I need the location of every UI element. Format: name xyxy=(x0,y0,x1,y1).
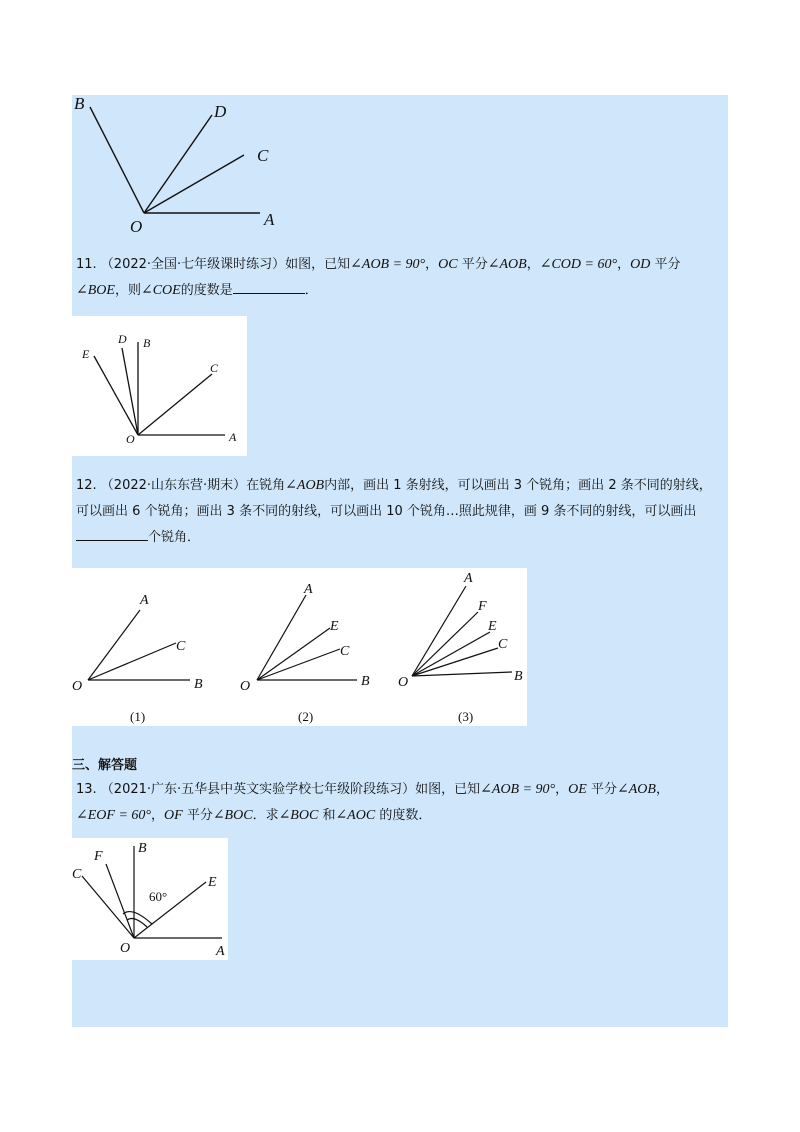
q11-aob2: ∠AOB xyxy=(487,257,527,272)
figure-12 xyxy=(72,568,527,726)
q13-boc2: ∠BOC xyxy=(278,808,319,823)
q13-comma: ， xyxy=(151,808,165,823)
fig3-label-a: A xyxy=(464,571,473,586)
q13-ask: ．求 xyxy=(252,808,279,823)
figure-11 xyxy=(72,316,247,456)
q13-aob2: ∠AOB xyxy=(616,782,656,797)
q11-degree-is: 的度数是 xyxy=(180,283,233,298)
q11-comma: ， xyxy=(425,257,439,272)
q13-degree: 的度数． xyxy=(375,808,432,823)
figure-top xyxy=(72,95,312,240)
ray-oe xyxy=(134,882,206,938)
fig2-ray-oe xyxy=(257,628,330,680)
q13-comma: ， xyxy=(655,782,669,797)
label-b: B xyxy=(143,336,151,350)
q13-prefix: 13. （2021·广东·五华县中英文实验学校七年级阶段练习）如图，已知 xyxy=(76,782,481,797)
q11-bisect: 平分 xyxy=(457,257,488,272)
q11-then: ，则 xyxy=(114,283,141,298)
fig3-label-c: C xyxy=(498,637,508,652)
q12-prefix: 12. （2022·山东东营·期末）在锐角 xyxy=(76,478,286,493)
fig2-ray-oa xyxy=(257,595,306,680)
fig3-label-e: E xyxy=(488,619,497,634)
caption-3: (3) xyxy=(458,709,474,724)
fig2-label-o: O xyxy=(240,679,251,694)
ray-oe xyxy=(94,356,138,435)
label-o: O xyxy=(120,941,131,956)
label-e: E xyxy=(208,875,217,890)
fig1-label-c: C xyxy=(176,639,186,654)
q11-comma: ， xyxy=(526,257,540,272)
label-d: D xyxy=(214,102,227,121)
label-c: C xyxy=(257,146,269,165)
q13-bisect: 平分 xyxy=(586,782,617,797)
q13-oe: OE xyxy=(568,782,587,797)
q13-comma: ， xyxy=(555,782,569,797)
q11-boe: ∠BOE xyxy=(76,283,115,298)
q11-cod: ∠COD = 60° xyxy=(539,257,618,272)
angle-arc xyxy=(123,912,152,924)
q13-eof: ∠EOF = 60° xyxy=(76,808,151,823)
fig2-label-a: A xyxy=(304,582,313,597)
caption-2: (2) xyxy=(298,709,314,724)
label-o: O xyxy=(130,217,143,236)
label-b: B xyxy=(138,841,147,856)
q11-oc: OC xyxy=(438,257,458,272)
q13-bisect: 平分 xyxy=(182,808,213,823)
ray-ob xyxy=(90,107,144,213)
q13-of: OF xyxy=(164,808,183,823)
section-heading: 三、解答题 xyxy=(72,758,138,773)
angle-arc-inner xyxy=(127,919,147,927)
label-a: A xyxy=(264,210,275,229)
q11-prefix: 11. （2022·全国·七年级课时练习）如图，已知 xyxy=(76,257,351,272)
q11-bisect: 平分 xyxy=(650,257,681,272)
answer-blank[interactable] xyxy=(76,528,148,541)
fig3-label-o: O xyxy=(398,675,409,690)
q13-aoc: ∠AOC xyxy=(335,808,376,823)
ray-oc xyxy=(144,155,244,213)
fig1-label-b: B xyxy=(194,677,203,692)
label-d: D xyxy=(118,332,127,346)
label-c: C xyxy=(72,867,82,882)
answer-blank[interactable] xyxy=(233,281,305,294)
fig3-label-f: F xyxy=(478,599,487,614)
question-11 xyxy=(76,252,726,304)
fig2-label-b: B xyxy=(361,674,370,689)
fig1-label-o: O xyxy=(72,679,83,694)
label-a: A xyxy=(229,430,237,444)
q11-od: OD xyxy=(630,257,651,272)
q11-aob: ∠AOB = 90° xyxy=(350,257,426,272)
q12-aob: ∠AOB xyxy=(285,478,325,493)
angle-label: 60° xyxy=(149,889,168,904)
ray-oc xyxy=(82,876,134,938)
ray-of xyxy=(106,864,134,938)
question-12 xyxy=(76,473,756,551)
q12-line2: 可以画出 6 个锐角；画出 3 条不同的射线，可以画出 10 个锐角…照此规律，画 9 条不同的射线，可以画出 xyxy=(76,504,697,519)
q11-end: ． xyxy=(304,283,318,298)
q13-and: 和 xyxy=(318,808,336,823)
label-e: E xyxy=(82,347,90,361)
label-a: A xyxy=(216,944,225,959)
q12-line1-suffix: 内部，画出 1 条射线，可以画出 3 个锐角；画出 2 条不同的射线， xyxy=(324,478,712,493)
q11-coe: ∠COE xyxy=(140,283,181,298)
label-b: B xyxy=(74,95,85,113)
ray-oc xyxy=(138,374,212,435)
fig2-label-c: C xyxy=(340,644,350,659)
label-o: O xyxy=(126,432,135,446)
q13-boc: ∠BOC xyxy=(212,808,253,823)
fig3-ray-ob xyxy=(412,672,512,676)
fig2-ray-oc xyxy=(257,649,340,680)
ray-od xyxy=(144,115,212,213)
fig3-label-b: B xyxy=(514,669,523,684)
label-f: F xyxy=(94,849,103,864)
figure-13 xyxy=(72,838,228,960)
q11-comma: ， xyxy=(617,257,631,272)
fig2-label-e: E xyxy=(330,619,339,634)
question-13 xyxy=(76,777,736,829)
label-c: C xyxy=(210,361,219,375)
caption-1: (1) xyxy=(130,709,146,724)
q12-line3: 个锐角． xyxy=(148,530,201,545)
q13-aob: ∠AOB = 90° xyxy=(480,782,556,797)
fig1-label-a: A xyxy=(140,593,149,608)
